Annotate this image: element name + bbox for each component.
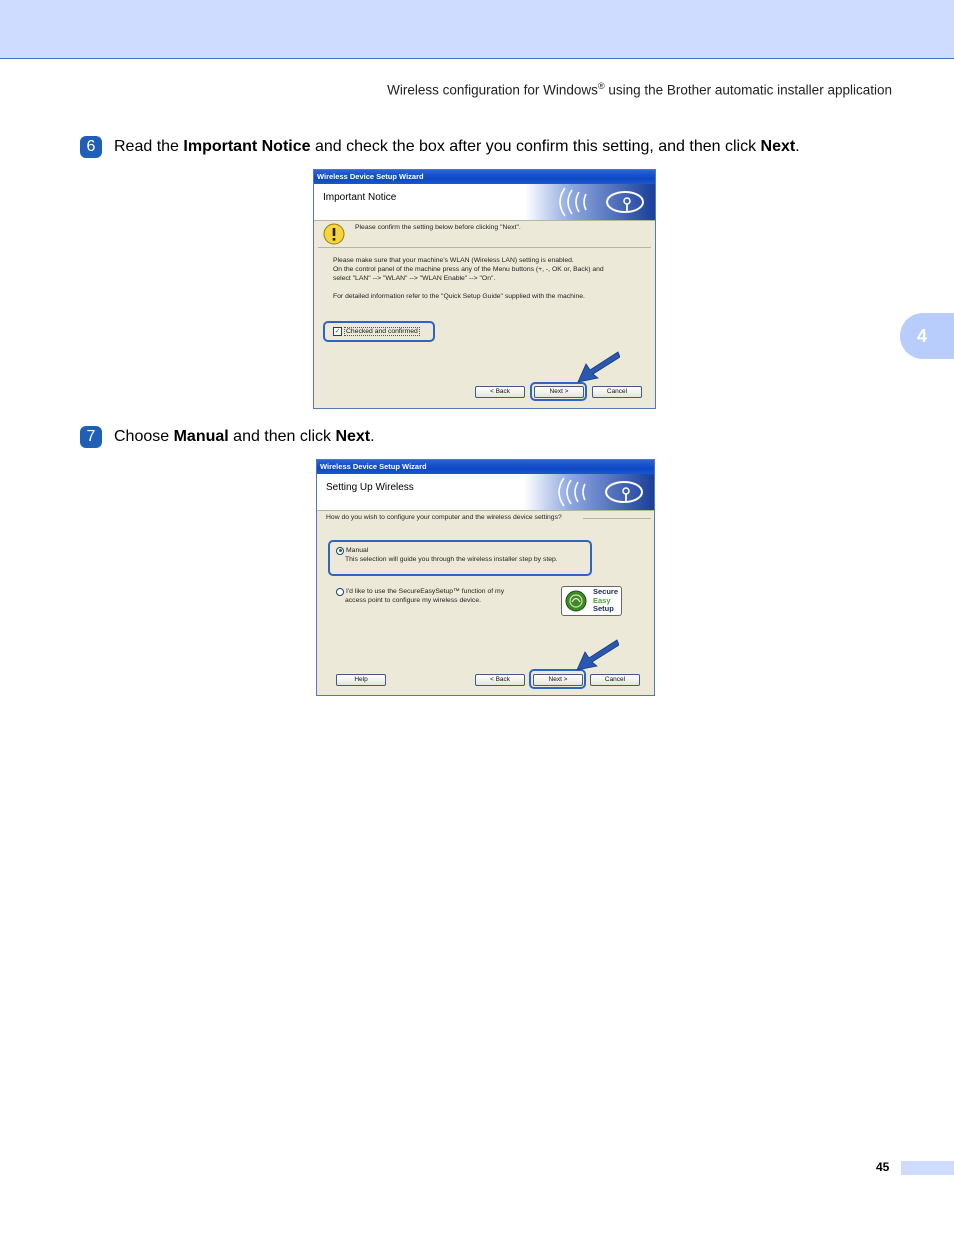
warning-icon: [323, 223, 345, 245]
page-number-bar: [901, 1161, 954, 1175]
secure-easy-setup-icon: [565, 590, 587, 612]
ses-logo-setup: Setup: [593, 604, 614, 613]
wireless-logo-icon: [524, 474, 654, 510]
step-7: 7 Choose Manual and then click Next.: [80, 426, 375, 448]
question-text: How do you wish to configure your computer and the wireless device settings?: [326, 514, 562, 521]
notice-line-3: select "LAN" --> "WLAN" --> "WLAN Enable" --> "On".: [333, 275, 496, 282]
ses-logo-secure: Secure: [593, 587, 619, 596]
notice-line-2: On the control panel of the machine press any of the Menu buttons (+, -, OK or, Back) and: [333, 266, 604, 273]
manual-description: This selection will guide you through the wireless installer step by step.: [345, 556, 558, 563]
divider: [583, 518, 651, 519]
securesetup-label-1: I'd like to use the SecureEasySetup™ function of my: [346, 588, 505, 595]
page-number: 45: [876, 1160, 890, 1174]
setting-up-wireless-dialog: [316, 459, 655, 696]
pointer-arrow-icon: [576, 348, 620, 384]
cancel-button[interactable]: Cancel: [590, 674, 640, 686]
chapter-tab: 4: [900, 313, 954, 359]
secure-easy-setup-logo: [561, 586, 622, 616]
checkmark-icon[interactable]: ✓: [334, 328, 341, 335]
help-button[interactable]: Help: [336, 674, 386, 686]
cancel-button[interactable]: Cancel: [592, 386, 642, 398]
back-button[interactable]: < Back: [475, 674, 525, 686]
ses-logo-easy: Easy: [593, 595, 611, 605]
dialog-heading: Setting Up Wireless: [326, 482, 414, 493]
radio-selected-icon[interactable]: [336, 547, 344, 555]
next-button[interactable]: Next >: [533, 674, 583, 686]
next-button[interactable]: Next >: [534, 386, 584, 398]
step-number-badge: 7: [80, 426, 102, 448]
back-button[interactable]: < Back: [475, 386, 525, 398]
important-notice-dialog: [313, 169, 656, 409]
warning-text: Please confirm the setting below before clicking "Next".: [355, 224, 521, 231]
radio-unselected-icon[interactable]: [336, 588, 344, 596]
dialog-banner: [317, 474, 654, 511]
dialog-titlebar: Wireless Device Setup Wizard: [314, 170, 655, 184]
pointer-arrow-icon: [575, 636, 619, 672]
notice-line-4: For detailed information refer to the "Quick Setup Guide" supplied with the machine.: [333, 293, 585, 300]
dialog-titlebar: Wireless Device Setup Wizard: [317, 460, 654, 474]
notice-line-1: Please make sure that your machine's WLAN (Wireless LAN) setting is enabled.: [333, 257, 574, 264]
running-head: Wireless configuration for Windows® using the Brother automatic installer application: [387, 81, 892, 98]
step-number-badge: 6: [80, 136, 102, 158]
dialog-heading: Important Notice: [323, 192, 397, 203]
header-band: [0, 0, 954, 59]
step-6: 6 Read the Important Notice and check the box after you confirm this setting, and then click Next.: [80, 136, 800, 158]
confirm-checkbox[interactable]: [333, 327, 420, 336]
manual-label: Manual: [346, 547, 369, 554]
divider: [318, 247, 651, 248]
checkbox-label: Checked and confirmed: [346, 328, 418, 335]
wireless-logo-icon: [525, 184, 655, 220]
dialog-banner: [314, 184, 655, 221]
securesetup-label-2: access point to configure my wireless device.: [345, 597, 481, 604]
